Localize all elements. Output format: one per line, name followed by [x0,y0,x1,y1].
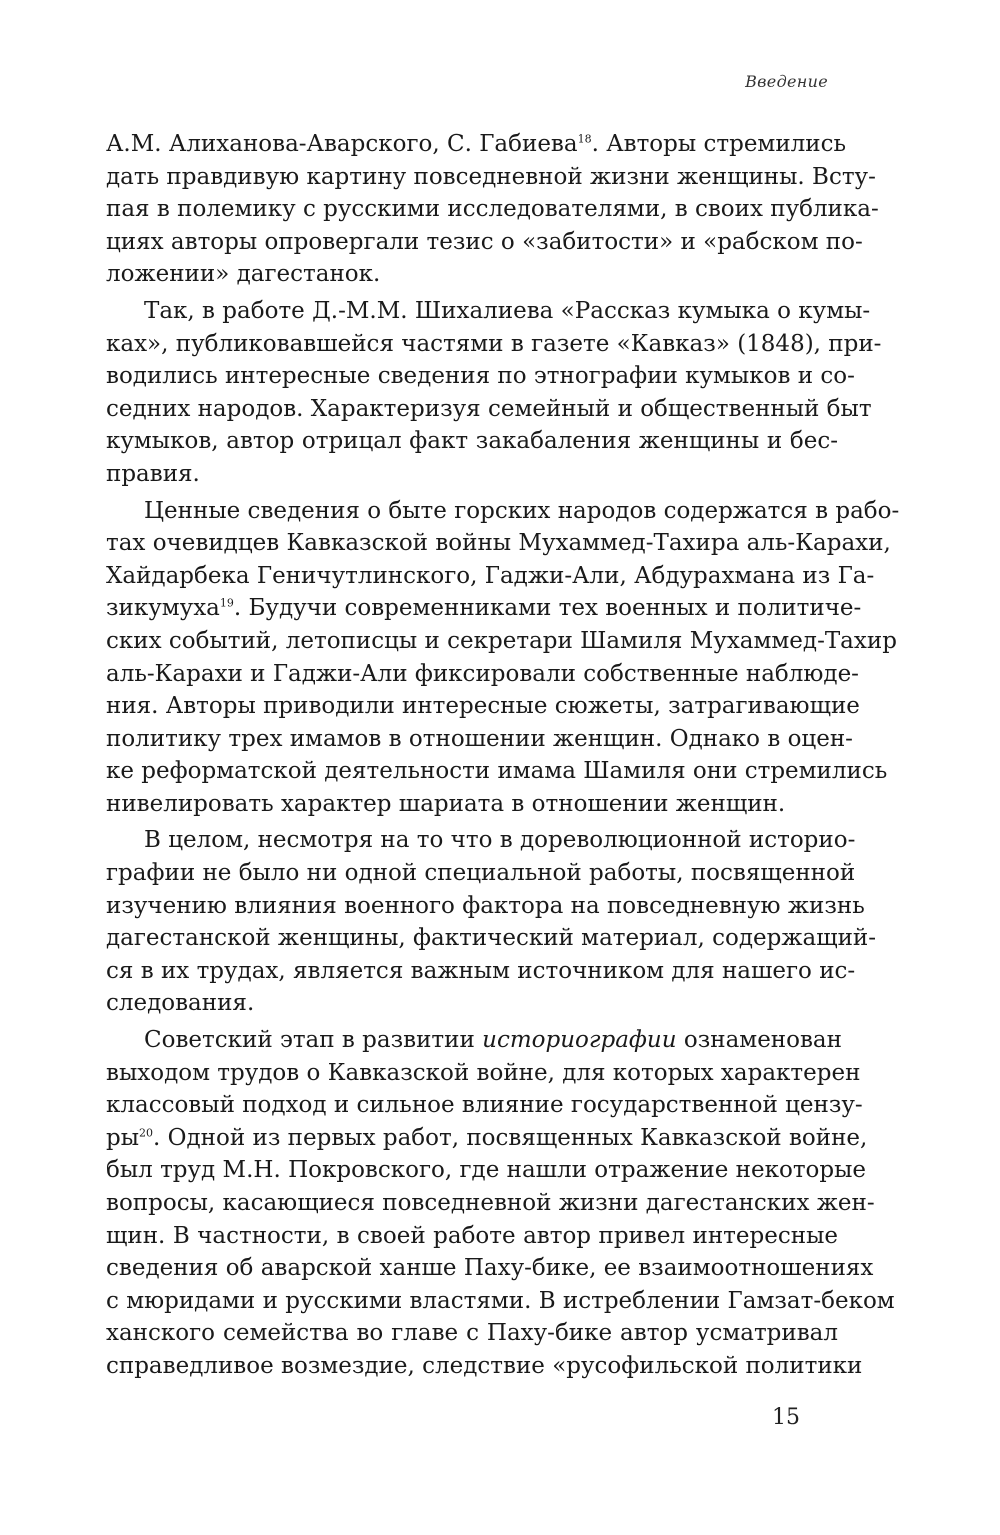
text-run: ханского семейства во главе с Паху-бике автор усматривал [106,1320,838,1347]
text-line [106,161,876,194]
text-run: циях авторы опровергали тезис о «забитости» и «рабском по- [106,228,863,255]
emphasized-term: историографии [482,1027,677,1054]
text-run: Так, в работе Д.-М.М. Шихалиева «Рассказ кумыка о кумы- [144,297,871,324]
text-run: графии не было ни одной специальной работы, посвященной [106,860,856,887]
text-run: дагестанской женщины, фактический материал, содержащий- [106,925,877,952]
text-run: ложении» дагестанок. [106,261,381,288]
text-line [106,1057,861,1090]
text-line [106,128,846,161]
paragraph [106,295,882,491]
footnote-ref[interactable]: 18 [577,132,592,146]
text-run: выходом трудов о Кавказской войне, для которых характерен [106,1059,861,1086]
text-run: А.М. Алиханова-Аварского, С. Габиева [106,131,578,157]
text-line [106,1122,868,1155]
running-head: Введение [745,72,828,91]
text-run: политику трех имамов в отношении женщин. Однако в оцен- [106,725,853,752]
text-run: . Будучи современниками тех военных и политиче- [233,595,862,622]
text-line [106,425,838,458]
text-run: щин. В частности, в своей работе автор привел интересные [106,1222,838,1249]
text-line [106,922,877,955]
text-line [106,1024,842,1057]
text-line [106,955,856,988]
text-run: пая в полемику с русскими исследователями, в своих публика- [106,196,879,223]
text-line [106,690,860,723]
body-text [106,128,900,1387]
text-line [106,258,838,291]
text-line [106,458,838,491]
text-run: . Одной из первых работ, посвященных Кавказской войне, [153,1124,868,1151]
text-line [106,1317,838,1350]
text-run: водились интересные сведения по этнографии кумыков и со- [106,363,855,390]
text-line [106,1285,895,1318]
text-run: правия. [106,460,200,487]
text-run: нивелировать характер шариата в отношении женщин. [106,790,786,817]
text-line [106,1154,867,1187]
text-run: Советский этап в развитии [144,1027,483,1054]
text-line [106,1187,875,1220]
text-run: Хайдарбека Геничутлинского, Гаджи-Али, Абдурахмана из Га- [106,562,875,589]
text-line [106,560,875,593]
text-line [106,857,856,890]
text-line [106,226,863,259]
text-run: следования. [106,990,255,1017]
text-run: В целом, несмотря на то что в дореволюционной историо- [144,827,856,854]
text-run: ния. Авторы приводили интересные сюжеты, затрагивающие [106,693,860,720]
text-line [106,824,856,857]
text-run: ры [106,1124,140,1151]
text-line [106,1252,874,1285]
text-line [106,1220,838,1253]
paragraph [106,824,877,1020]
text-run: Ценные сведения о быте горских народов содержатся в рабо- [144,497,900,524]
page-number: 15 [772,1405,800,1430]
text-run: справедливое возмездие, следствие «русофильской политики [106,1352,863,1379]
text-run: изучению влияния военного фактора на повседневную жизнь [106,892,865,919]
text-line [106,788,838,821]
text-line [106,527,891,560]
paragraph [106,495,900,821]
text-run: вопросы, касающиеся повседневной жизни дагестанских жен- [106,1190,875,1216]
text-run: был труд М.Н. Покровского, где нашли отражение некоторые [106,1157,867,1184]
text-run: ке реформатской деятельности имама Шамиля они стремились [106,758,888,785]
text-line [106,328,882,361]
text-run: аль-Карахи и Гаджи-Али фиксировали собственные наблюде- [106,660,859,687]
text-run: дать правдивую картину повседневной жизни женщины. Всту- [106,163,876,190]
text-line [106,193,879,226]
text-line [106,890,865,923]
text-line [106,495,900,528]
text-run: ознаменован [676,1027,842,1054]
paragraph [106,1024,895,1383]
text-run: тах очевидцев Кавказской войны Мухаммед-Тахира аль-Карахи, [106,530,891,557]
text-run: ских событий, летописцы и секретари Шамиля Мухаммед-Тахир [106,627,897,654]
text-run: сведения об аварской ханше Паху-бике, ее взаимоотношениях [106,1255,874,1282]
text-line [106,393,872,426]
text-run: седних народов. Характеризуя семейный и общественный быт [106,395,872,422]
text-line [106,658,859,691]
text-line [106,1350,863,1383]
text-run: с мюридами и русскими властями. В истреблении Гамзат-беком [106,1287,895,1314]
text-line [106,987,838,1020]
text-run: кумыков, автор отрицал факт закабаления женщины и бес- [106,428,838,455]
text-run: ся в их трудах, является важным источником для нашего ис- [106,957,856,984]
text-line [106,1089,863,1122]
footnote-ref[interactable]: 20 [139,1126,154,1140]
text-run: классовый подход и сильное влияние государственной цензу- [106,1092,863,1119]
text-run: зикумуха [106,595,220,622]
paragraph [106,128,879,291]
text-line [106,625,897,658]
text-line [106,723,853,756]
footnote-ref[interactable]: 19 [219,596,234,610]
text-run: ках», публиковавшейся частями в газете «Кавказ» (1848), при- [106,330,882,357]
text-line [106,755,888,788]
text-line [106,360,855,393]
text-line [106,592,862,625]
text-run: . Авторы стремились [591,131,846,157]
text-line [106,295,871,328]
